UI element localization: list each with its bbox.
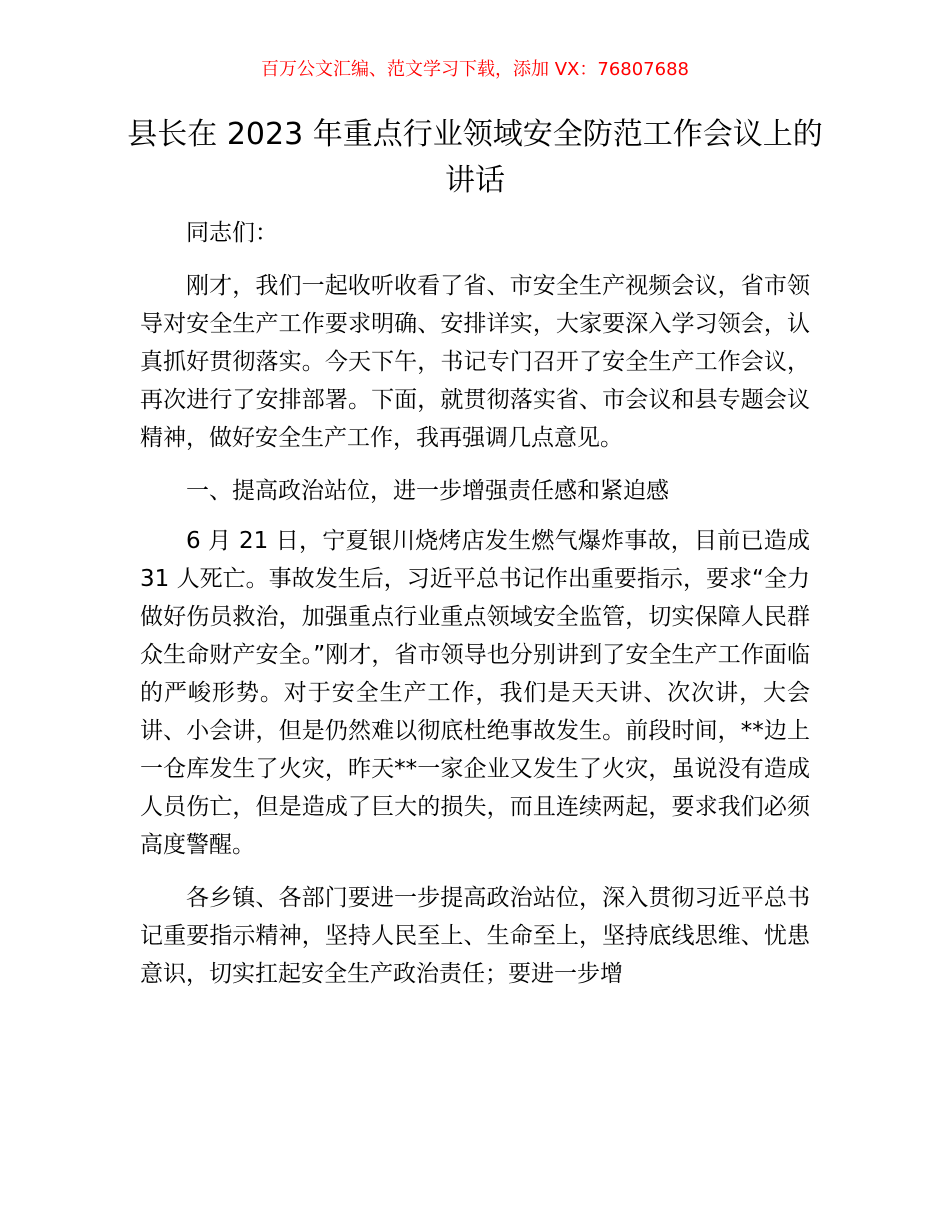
- salutation: 同志们：: [186, 220, 278, 246]
- document-title: 县长在 2023 年重点行业领域安全防范工作会议上的讲话: [127, 117, 823, 198]
- header-note: 百万公文汇编、范文学习下载，添加 VX：76807688: [261, 59, 689, 80]
- paragraph-incident: 6 月 21 日，宁夏银川烧烤店发生燃气爆炸事故，目前已造成 31 人死亡。事故发生后，习近平总书记作出重要指示，要求“全力做好伤员救治，加强重点行业重点领域安全监管，切实保障人民群众生命财产安全。”刚才，省市领导也分别讲到了安全生产工作面临的严峻形势。对于安全生产工作，我们是天天讲、次次讲，大会讲、小会讲，但是仍然难以彻底杜绝事故发生。前段时间，**边上一仓库发生了火灾，昨天**一家企业又发生了火灾，虽说没有造成人员伤亡，但是造成了巨大的损失，而且连续两起，要求我们必须高度警醒。: [140, 528, 810, 858]
- paragraph-requirements: 各乡镇、各部门要进一步提高政治站位，深入贯彻习近平总书记重要指示精神，坚持人民至上、生命至上，坚持底线思维、忧患意识，切实扛起安全生产政治责任；要进一步增: [140, 885, 810, 987]
- paragraph-intro: 刚才，我们一起收听收看了省、市安全生产视频会议，省市领导对安全生产工作要求明确、安排详实，大家要深入学习领会，认真抓好贯彻落实。今天下午，书记专门召开了安全生产工作会议，再次进行了安排部署。下面，就贯彻落实省、市会议和县专题会议精神，做好安全生产工作，我再强调几点意见。: [140, 273, 810, 451]
- section-heading-1: 一、提高政治站位，进一步增强责任感和紧迫感: [186, 478, 669, 504]
- document-body: [140, 214, 810, 1008]
